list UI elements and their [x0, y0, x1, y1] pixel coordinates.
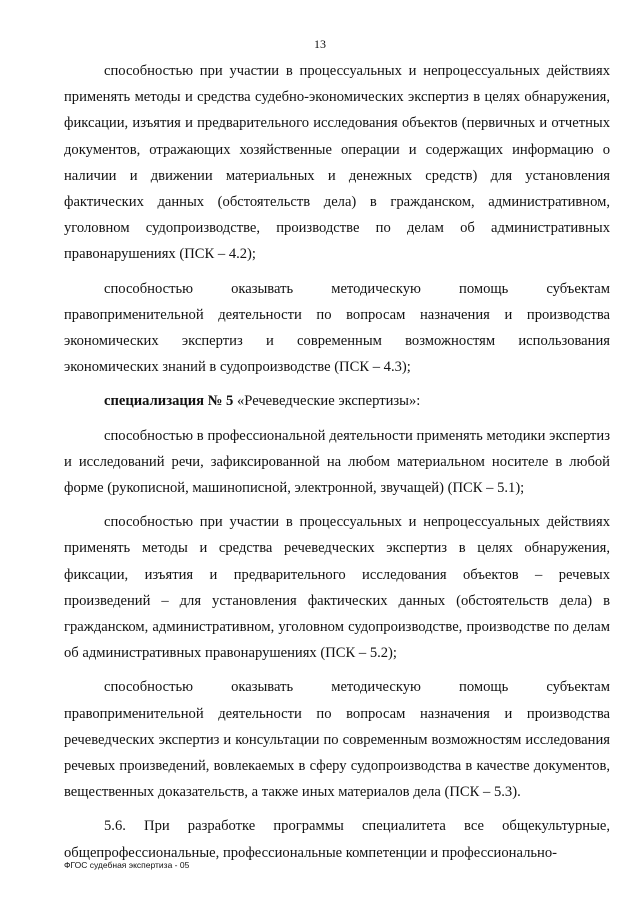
specialization-label: специализация № 5: [104, 393, 234, 410]
paragraph-psk-4-3: [64, 276, 610, 381]
paragraph-text: способностью оказывать методическую помощь субъектам правоприменительной деятельности по вопросам назначения и производства речеведческих экспертиз и консультации по современным возможностям исследования речевых произведений, вовлекаемых в сферу судопроизводства в качестве документов, вещественных доказательств, а также иных материалов дела (ПСК – 5.3).: [64, 679, 610, 801]
paragraph-psk-5-3: [64, 674, 610, 805]
paragraph-text: способностью при участии в процессуальных и непроцессуальных действиях применять методы и средства речеведческих экспертиз в целях обнаружения, фиксации, изъятия и предварительного исследования объектов – речевых произведений – для установления фактических данных (обстоятельств дела) в гражданском, административном, уголовном судопроизводстве, производстве по делам об административных правонарушениях (ПСК – 5.2);: [64, 514, 610, 662]
specialization-5-heading: [64, 388, 610, 414]
page-number: 13: [314, 37, 326, 51]
paragraph-text: способностью при участии в процессуальных и непроцессуальных действиях применять методы и средства судебно-экономических экспертиз в целях обнаружения, фиксации, изъятия и предварительного исследования объектов (первичных и отчетных документов, отражающих хозяйственные операции и содержащих информацию о наличии и движении материальных и денежных средств) для установления фактических данных (обстоятельств дела) в гражданском, административном, уголовном судопроизводстве, производстве по делам об административных правонарушениях (ПСК – 4.2);: [64, 63, 610, 263]
document-footer: ФГОС судебная экспертиза - 05: [64, 860, 190, 870]
document-body: [64, 58, 610, 866]
paragraph-psk-4-2: [64, 58, 610, 268]
paragraph-5-6: [64, 813, 610, 865]
paragraph-text: 5.6. При разработке программы специалитета все общекультурные, общепрофессиональные, профессиональные компетенции и профессионально-: [64, 818, 610, 861]
paragraph-psk-5-1: [64, 423, 610, 502]
specialization-title: «Речеведческие экспертизы»:: [233, 393, 421, 410]
paragraph-text: способностью оказывать методическую помощь субъектам правоприменительной деятельности по вопросам назначения и производства экономических экспертиз и современным возможностям использования экономических знаний в судопроизводстве (ПСК – 4.3);: [64, 280, 610, 376]
paragraph-text: способностью в профессиональной деятельности применять методики экспертиз и исследований речи, зафиксированной на любом материальном носителе в любой форме (рукописной, машинописной, электронной, звучащей) (ПСК – 5.1);: [64, 427, 610, 497]
paragraph-psk-5-2: [64, 509, 610, 666]
